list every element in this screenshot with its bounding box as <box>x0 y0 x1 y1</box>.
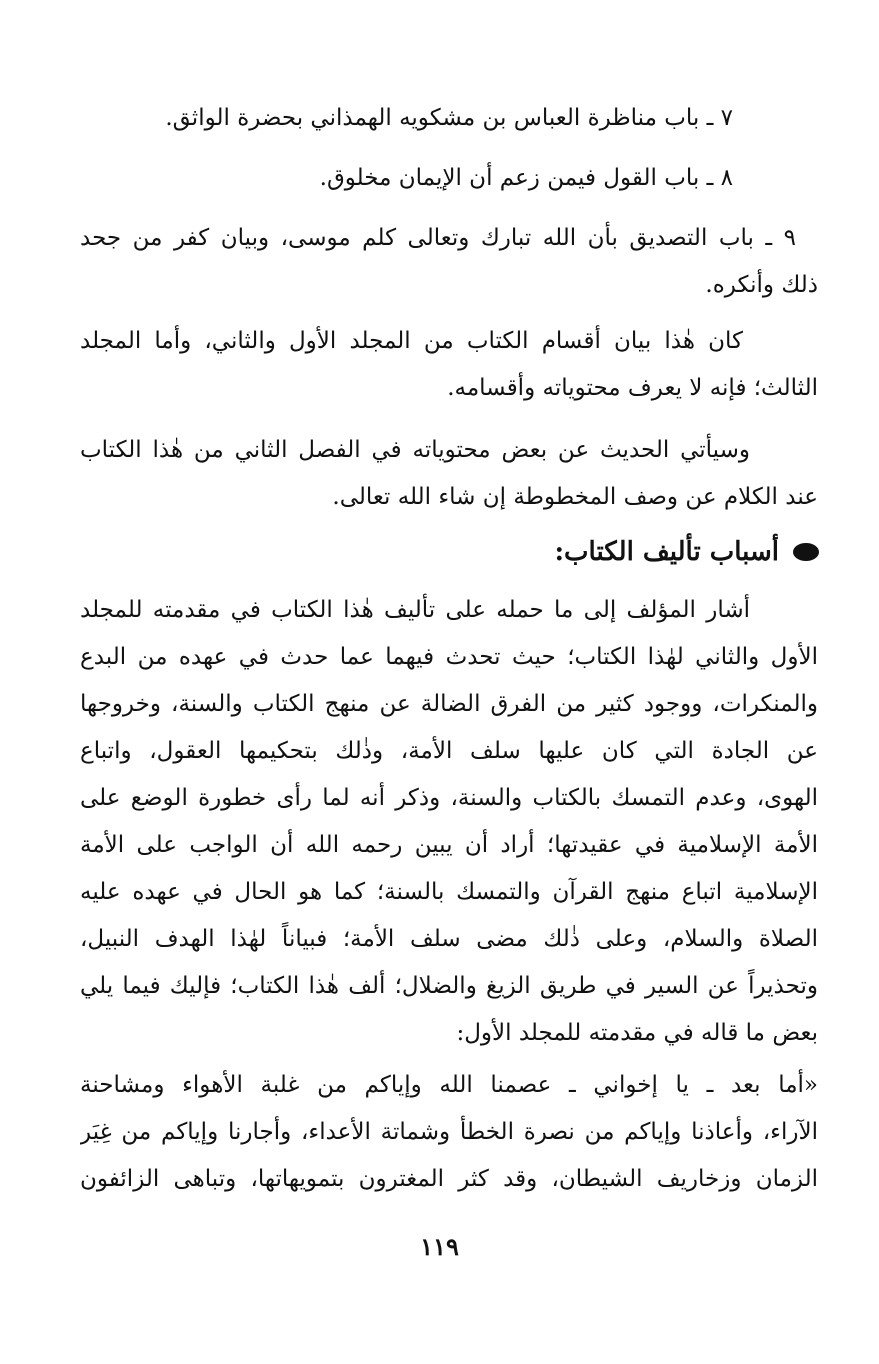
list-item-9 <box>80 215 818 309</box>
paragraph-upcoming-discussion <box>80 427 818 521</box>
quote-line: الآراء، وأعاذنا وإياكم من نصرة الخطأ وشماتة الأعداء، وأجارنا وإياكم من غِيَر <box>80 1119 818 1145</box>
paragraph-line: وسيأتي الحديث عن بعض محتوياته في الفصل الثاني من هٰذا الكتاب <box>80 437 750 463</box>
paragraph-line: أشار المؤلف إلى ما حمله على تأليف هٰذا الكتاب في مقدمته للمجلد <box>80 597 750 623</box>
paragraph-line: كان هٰذا بيان أقسام الكتاب من المجلد الأول والثاني، وأما المجلد <box>80 328 743 354</box>
paragraph-line: الأمة الإسلامية في عقيدتها؛ أراد أن يبين رحمه الله أن الواجب على الأمة <box>80 832 818 858</box>
section-heading-text: أسباب تأليف الكتاب: <box>554 537 779 567</box>
list-item-7 <box>80 95 818 142</box>
list-item-line: ٩ ـ باب التصديق بأن الله تبارك وتعالى كلم موسى، وبيان كفر من جحد <box>80 225 796 251</box>
paragraph-line: الهوى، وعدم التمسك بالكتاب والسنة، وذكر أنه لما رأى خطورة الوضع على <box>80 785 818 811</box>
paragraph-line: الإسلامية اتباع منهج القرآن والتمسك بالسنة؛ كما هو الحال في عهده عليه <box>80 879 818 905</box>
quote-line: الزمان وزخاريف الشيطان، وقد كثر المغترون بتمويهاتها، وتباهى الزائفون <box>80 1166 818 1192</box>
list-item-8 <box>80 155 818 202</box>
page-number: ١١٩ <box>420 1232 459 1261</box>
paragraph-line: عند الكلام عن وصف المخطوطة إن شاء الله تعالى. <box>332 484 818 510</box>
list-item-text: ٧ ـ باب مناظرة العباس بن مشكويه الهمذاني بحضرة الواثق. <box>165 105 733 131</box>
paragraph-line: والمنكرات، ووجود كثير من الفرق الضالة عن منهج الكتاب والسنة، وخروجها <box>80 691 818 717</box>
paragraph-line: الثالث؛ فإنه لا يعرف محتوياته وأقسامه. <box>447 375 818 401</box>
paragraph-line: بعض ما قاله في مقدمته للمجلد الأول: <box>456 1020 818 1046</box>
quote-paragraph <box>80 1062 818 1203</box>
list-item-text: ٨ ـ باب القول فيمن زعم أن الإيمان مخلوق. <box>319 165 733 191</box>
paragraph-sections-summary <box>80 318 818 412</box>
list-item-line: ذلك وأنكره. <box>705 272 818 298</box>
paragraph-line: الأول والثاني لهٰذا الكتاب؛ حيث تحدث فيهما عما حدث في عهده من البدع <box>80 644 818 670</box>
quote-line: «أما بعد ـ يا إخواني ـ عصمنا الله وإياكم من غلبة الأهواء ومشاحنة <box>80 1072 818 1098</box>
paragraph-reasons <box>80 587 818 1057</box>
paragraph-line: الصلاة والسلام، وعلى ذٰلك مضى سلف الأمة؛ فبياناً لهٰذا الهدف النبيل، <box>80 926 818 952</box>
bullet-icon <box>793 543 819 561</box>
section-heading <box>554 530 819 574</box>
paragraph-line: وتحذيراً عن السير في طريق الزيغ والضلال؛ ألف هٰذا الكتاب؛ فإليك فيما يلي <box>80 973 818 999</box>
paragraph-line: عن الجادة التي كان عليها سلف الأمة، وذٰلك بتحكيمها العقول، واتباع <box>80 738 818 764</box>
